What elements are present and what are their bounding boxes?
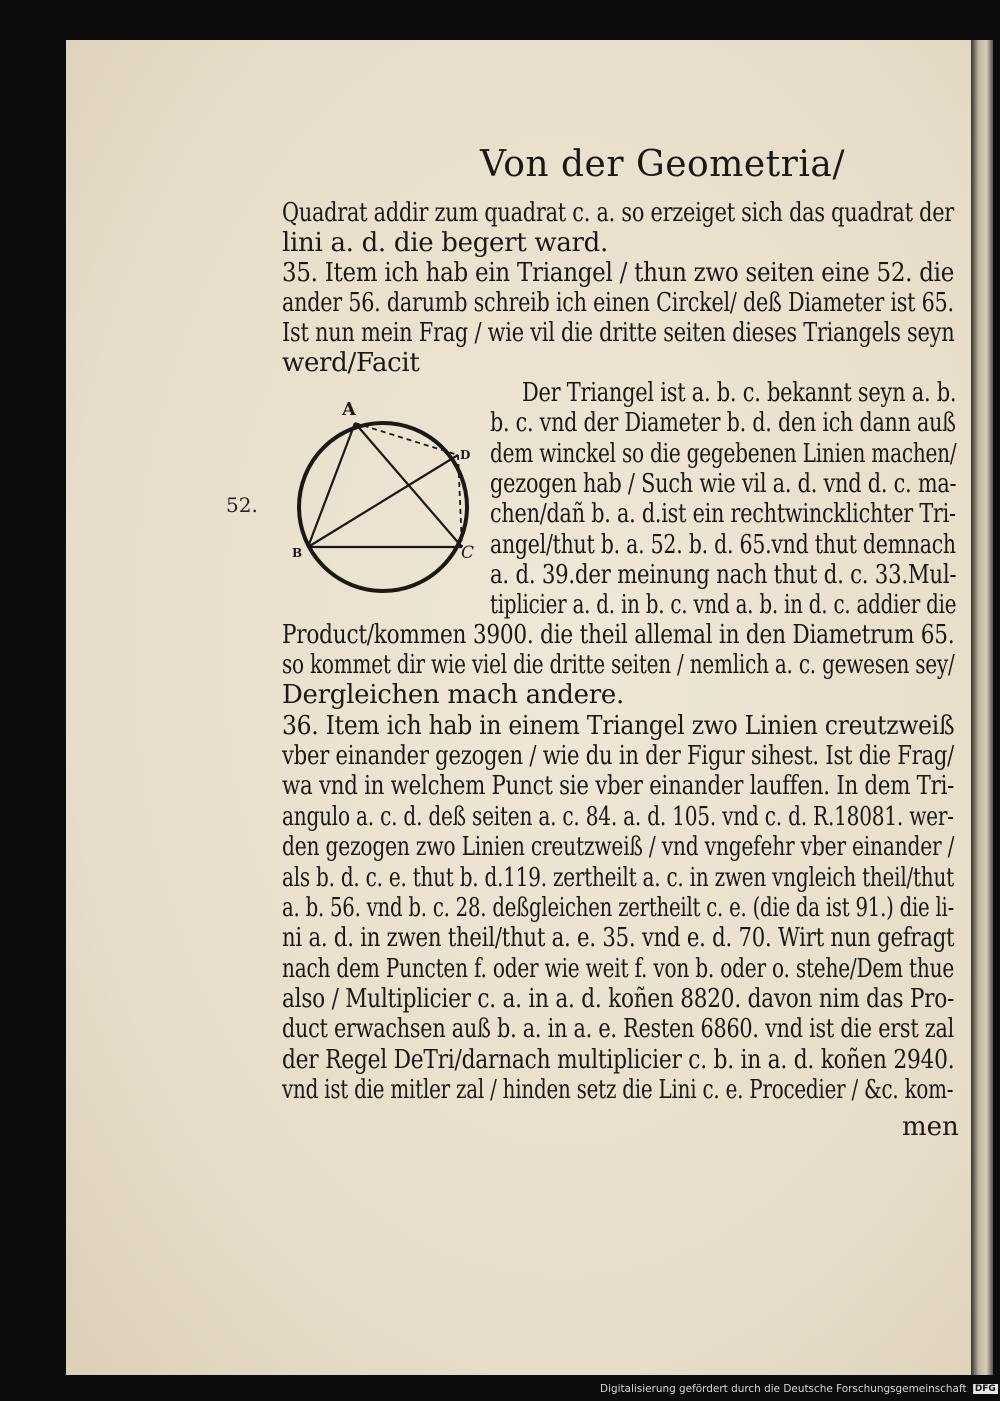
digitization-footer [600, 1383, 996, 1399]
label-a: A [342, 399, 356, 420]
text-line: gezogen hab / Such wie vil a. d. vnd d. c. ma- [490, 469, 957, 499]
dfg-logo: DFG [974, 1384, 996, 1394]
label-c: C [461, 543, 475, 563]
text-line: vnd ist die mitler zal / hinden setz die Lini c. e. Procedier / &c. kom- [282, 1075, 954, 1105]
text-line: also / Multiplicier c. a. in a. d. koñen 8820. davon nim das Pro- [282, 984, 955, 1014]
footer-text: Digitalisierung gefördert durch die Deutsche Forschungsgemeinschaft [600, 1383, 967, 1395]
text-line: ander 56. darumb schreib ich einen Circkel/ deß Diameter ist 65. [282, 288, 954, 318]
text-block-bottom [282, 620, 954, 1110]
label-d: D [460, 448, 471, 462]
text-line: lini a. d. die begert ward. [282, 228, 608, 258]
catchword: men [902, 1112, 959, 1142]
circle-triangle-diagram [280, 395, 490, 595]
text-line: werd/Facit [282, 348, 420, 378]
text-line: angulo a. c. d. deß seiten a. c. 84. a. d. 105. vnd c. d. R.18081. wer- [282, 802, 954, 832]
text-line: so kommet dir wie viel die dritte seiten / nemlich a. c. gewesen sey/ [282, 650, 955, 680]
geometry-figure [280, 395, 490, 595]
text-line: a. d. 39.der meinung nach thut d. c. 33.Mul- [490, 560, 957, 590]
diameter-b-d [308, 455, 458, 547]
text-line: nach dem Puncten f. oder wie weit f. von b. oder o. stehe/Dem thue [282, 954, 955, 984]
text-line: chen/dañ b. a. d.ist ein rechtwincklichter Tri- [490, 499, 956, 529]
text-line: ni a. d. in zwen theil/thut a. e. 35. vnd e. d. 70. Wirt nun gefragt [282, 923, 955, 953]
text-line: b. c. vnd der Diameter b. d. den ich dann auß [490, 408, 956, 438]
text-line: dem winckel so die gegebenen Linien machen/ [490, 439, 957, 469]
text-line: 36. Item ich hab in einem Triangel zwo Linien creutzweiß [282, 711, 955, 741]
running-header: Von der Geometria/ [480, 144, 845, 185]
text-line: a. b. 56. vnd b. c. 28. deßgleichen zertheilt c. e. (die da ist 91.) die li- [282, 893, 955, 923]
text-line: Ist nun mein Frag / wie vil die dritte seiten dieses Triangels seyn [282, 318, 955, 348]
text-line: vber einander gezogen / wie du in der Figur sihest. Ist die Frag/ [282, 741, 954, 771]
text-line: Dergleichen mach andere. [282, 680, 624, 710]
text-line: Quadrat addir zum quadrat c. a. so erzeiget sich das quadrat der [282, 198, 955, 228]
text-block-top [282, 198, 954, 388]
text-block-side [490, 378, 956, 628]
text-line: den gezogen zwo Linien creutzweiß / vnd vngefehr vber einander / [282, 832, 955, 862]
text-line: Der Triangel ist a. b. c. bekannt seyn a. b. [522, 378, 957, 408]
text-line: angel/thut b. a. 52. b. d. 65.vnd thut demnach [490, 530, 956, 560]
margin-note: 52. [226, 493, 258, 517]
text-line: duct erwachsen auß b. a. in a. e. Resten 6860. vnd ist die erst zal [282, 1014, 954, 1044]
text-line: Product/kommen 3900. die theil allemal in den Diametrum 65. [282, 620, 955, 650]
text-line: tiplicier a. d. in b. c. vnd a. b. in d. c. addier die [490, 590, 957, 620]
text-line: als b. d. c. e. thut b. d.119. zertheilt a. c. in zwen vngleich theil/thut [282, 863, 954, 893]
text-line: 35. Item ich hab ein Triangel / thun zwo seiten eine 52. die [282, 258, 955, 288]
text-line: wa vnd in welchem Punct sie vber einander lauffen. In dem Tri- [282, 771, 955, 801]
text-line: der Regel DeTri/darnach multiplicier c. b. in a. d. koñen 2940. [282, 1045, 955, 1075]
label-b: B [292, 546, 303, 560]
page-edge [971, 40, 993, 1375]
